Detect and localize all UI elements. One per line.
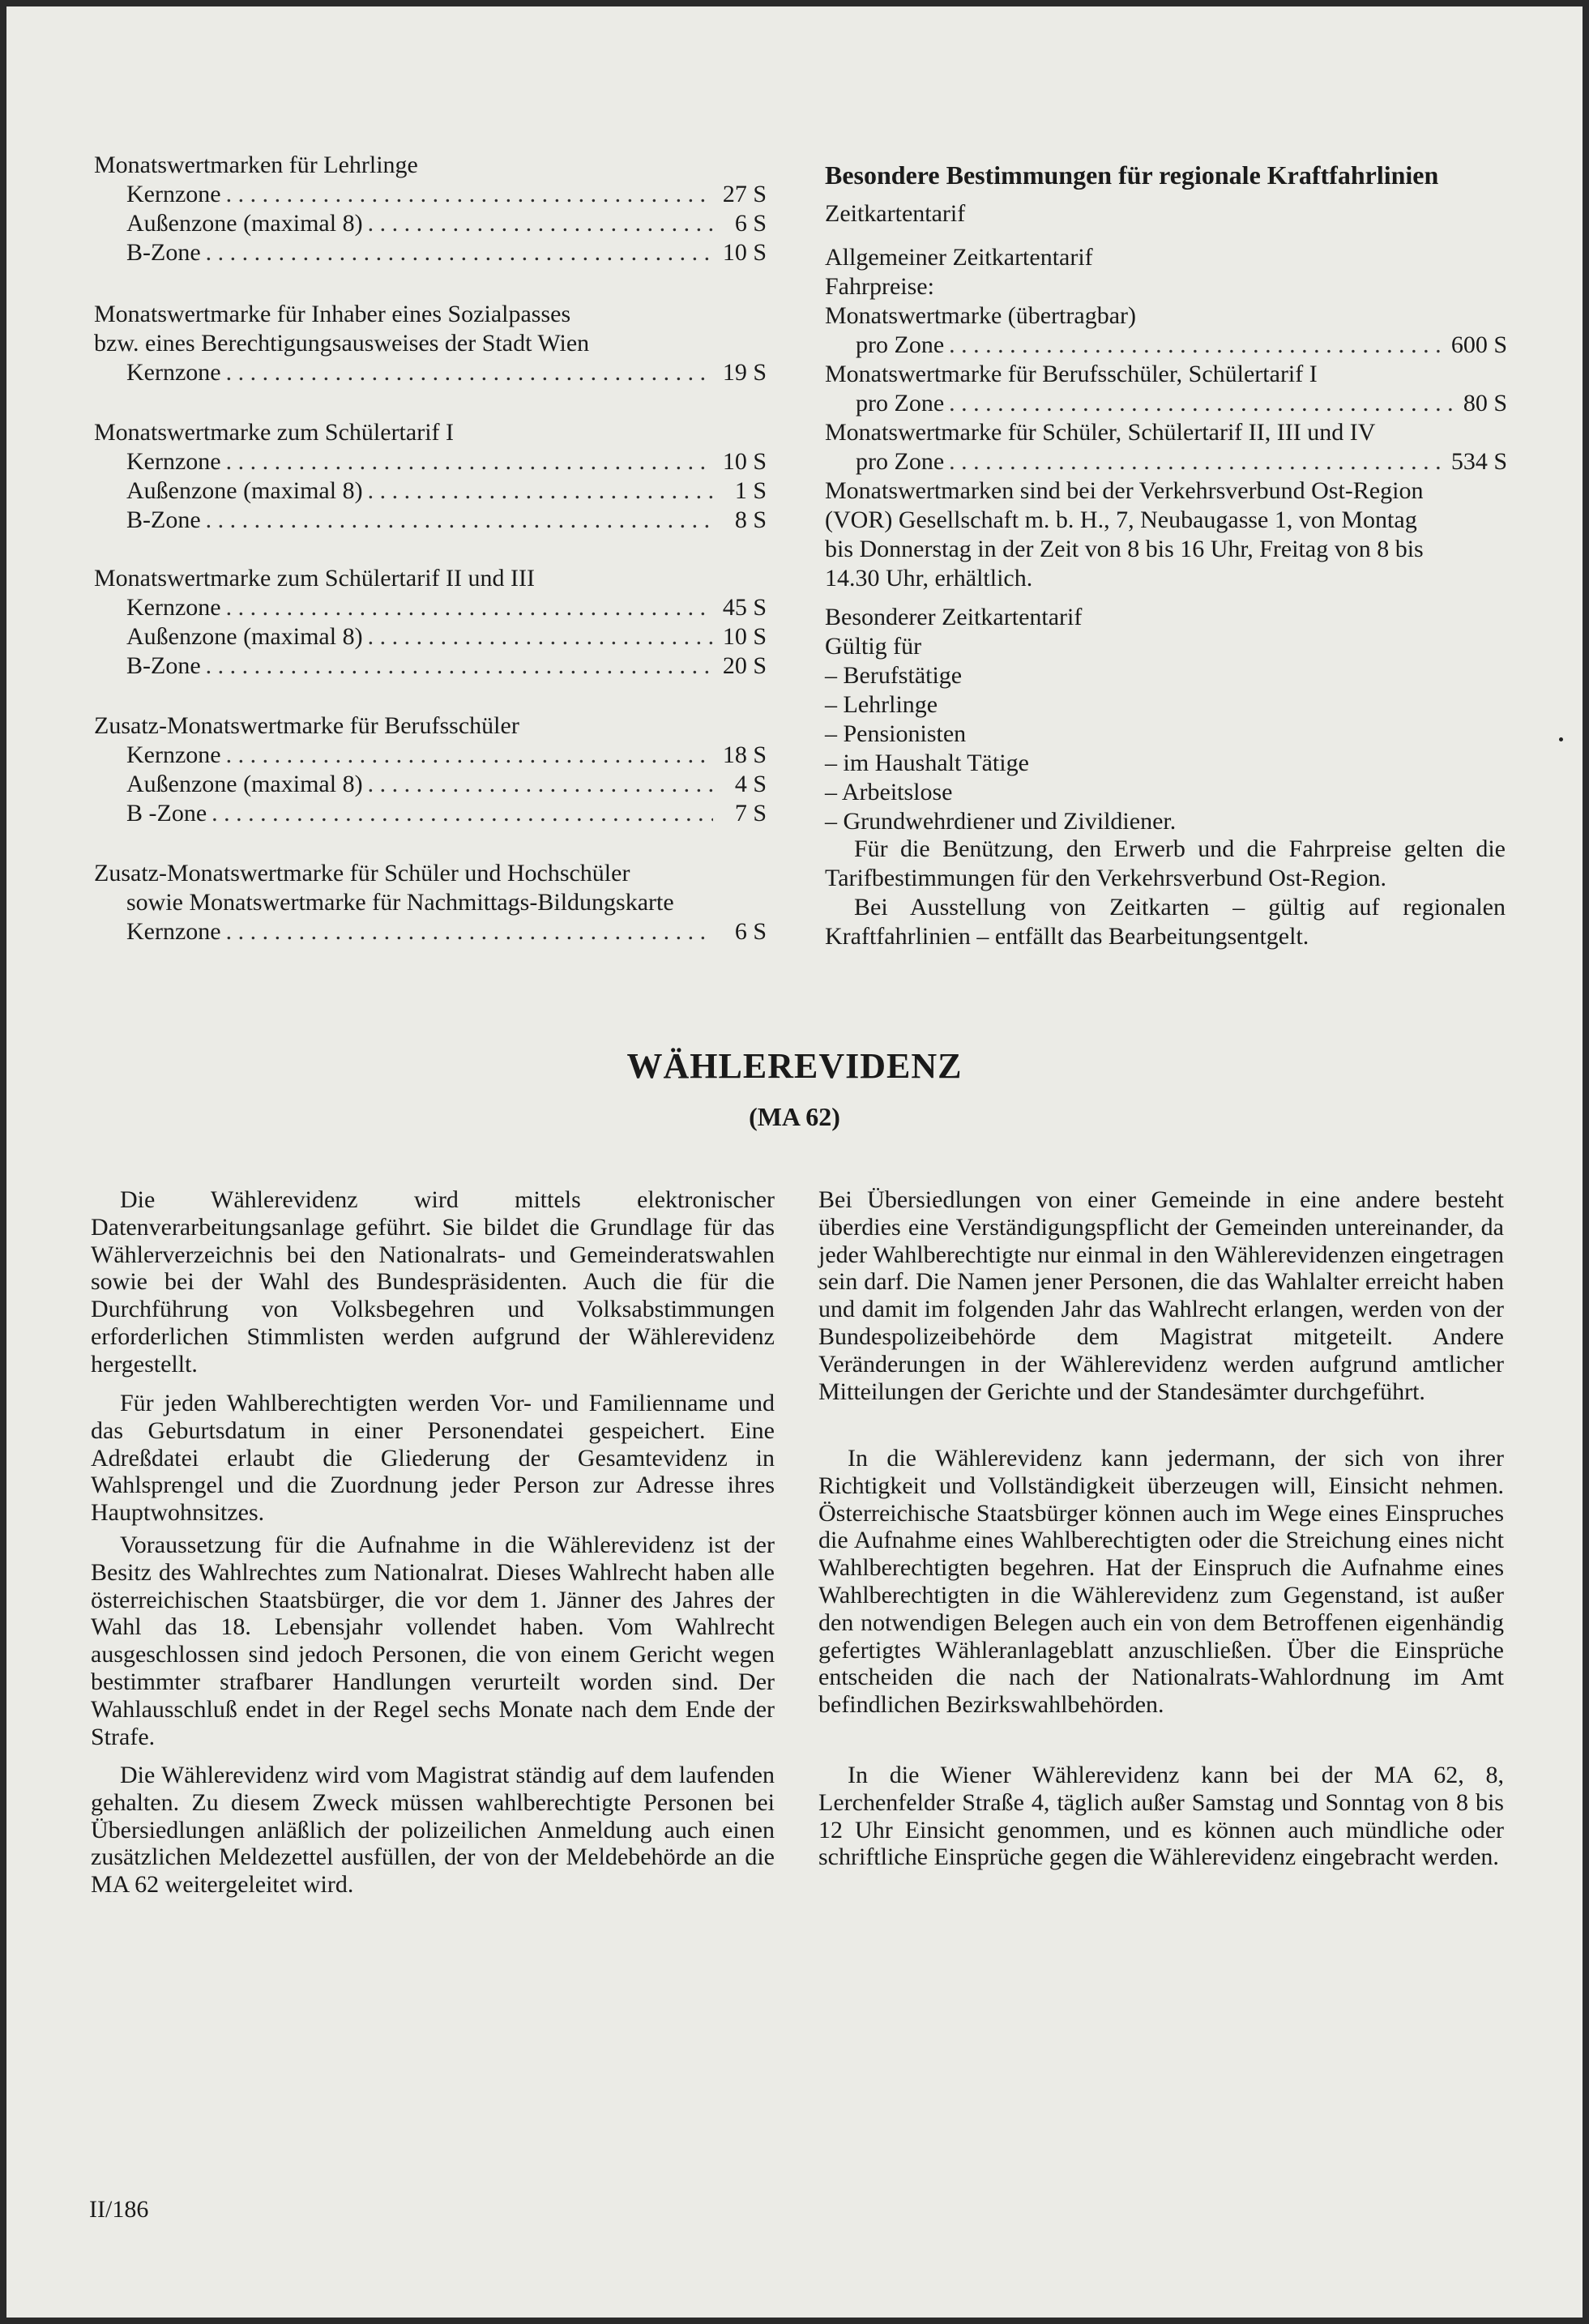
text-line: Monatswertmarke (übertragbar) — [825, 302, 1136, 329]
section-subheading: Zeitkartentarif — [825, 200, 966, 227]
tariff-title: Monatswertmarken für Lehrlinge — [94, 152, 418, 178]
text-line: Monatswertmarke für Berufsschüler, Schülertarif I — [825, 361, 1318, 387]
document-page — [6, 6, 1583, 2318]
tariff-row: Kernzone . . . 19 S — [126, 358, 767, 387]
tariff-title: Zusatz-Monatswertmarke für Berufsschüler — [94, 712, 519, 739]
tariff-title: Monatswertmarke für Inhaber eines Sozialpasses — [94, 301, 571, 327]
text-line: Gültig für — [825, 633, 922, 660]
tariff-row: B-Zone . . . 8 S — [126, 506, 767, 535]
tariff-row: Kernzone . . . 10 S — [126, 447, 767, 476]
text-line: Monatswertmarke für Schüler, Schülertarif II, III und IV — [825, 419, 1376, 446]
list-item: – Berufstätige — [825, 662, 963, 689]
section-subtitle: (MA 62) — [749, 1102, 840, 1131]
tariff-title: Monatswertmarke zum Schülertarif II und III — [94, 565, 535, 592]
body-paragraph: Voraussetzung für die Aufnahme in die Wählerevidenz ist der Besitz des Wahlrechtes zum Nationalrat. Dieses Wahlrecht haben alle österreichischen Staatsbürger, die vor dem 1. Jänner des Jahres der Wahl das 18. Lebensjahr vollendet haben. Vom Wahlrecht ausgeschlossen sind jedoch Personen, die von einem Gericht wegen bestimmter strafbarer Handlungen verurteilt worden sind. Der Wahlausschluß endet in der Regel sechs Monate nach dem Ende der Strafe. — [91, 1532, 775, 1750]
tariff-row: Kernzone . . . 27 S — [126, 180, 767, 209]
body-paragraph: Für jeden Wahlberechtigten werden Vor- und Familienname und das Geburtsdatum in einer Personendatei gespeichert. Eine Adreßdatei erlaubt die Gliederung der Gesamtevidenz in Wahlsprengel und die Zuordnung jeder Person zur Adresse ihres Hauptwohnsitzes. — [91, 1390, 775, 1527]
tariff-row: Außenzone (maximal 8) . . . 6 S — [126, 209, 767, 238]
text-line: 14.30 Uhr, erhältlich. — [825, 565, 1033, 592]
tariff-row: Außenzone (maximal 8) . . . 10 S — [126, 622, 767, 651]
tariff-title: Zusatz-Monatswertmarke für Schüler und Hochschüler — [94, 860, 630, 886]
body-paragraph: In die Wiener Wählerevidenz kann bei der MA 62, 8, Lerchenfelder Straße 4, täglich außer Samstag und Sonntag von 8 bis 12 Uhr Einsicht genommen, und es können auch mündliche oder schriftliche Einsprüche gegen die Wählerevidenz eingebracht werden. — [818, 1762, 1504, 1871]
tariff-row: Außenzone (maximal 8) . . . 1 S — [126, 476, 767, 506]
text-line: Besonderer Zeitkartentarif — [825, 604, 1083, 630]
tariff-row: B-Zone . . . 10 S — [126, 238, 767, 267]
tariff-row: Kernzone . . . 18 S — [126, 741, 767, 770]
tariff-row: pro Zone . . . 534 S — [856, 447, 1507, 476]
tariff-title: sowie Monatswertmarke für Nachmittags-Bildungskarte — [126, 889, 674, 916]
list-item: – Pensionisten — [825, 720, 967, 747]
tariff-row: Außenzone (maximal 8) . . . 4 S — [126, 770, 767, 799]
list-item: – im Haushalt Tätige — [825, 750, 1029, 776]
page-number: II/186 — [89, 2196, 149, 2223]
tariff-row: Kernzone . . . 45 S — [126, 593, 767, 622]
tariff-row: B-Zone . . . 20 S — [126, 651, 767, 681]
tariff-row: B -Zone . . . 7 S — [126, 799, 767, 828]
text-line: Fahrpreise: — [825, 273, 934, 300]
tariff-row: pro Zone . . . 600 S — [856, 331, 1507, 360]
body-paragraph: Die Wählerevidenz wird mittels elektronischer Datenverarbeitungsanlage geführt. Sie bildet die Grundlage für das Wählerverzeichnis bei den Nationalrats- und Gemeinderatswahlen sowie bei der Wahl des Bundespräsidenten. Auch die für die Durchführung von Volksbegehren und Volksabstimmungen erforderlichen Stimmlisten werden aufgrund der Wählerevidenz hergestellt. — [91, 1186, 775, 1378]
tariff-row: Kernzone . . . 6 S — [126, 917, 767, 946]
body-paragraph: Die Wählerevidenz wird vom Magistrat ständig auf dem laufenden gehalten. Zu diesem Zweck müssen wahlberechtigte Personen bei Übersiedlungen anläßlich der polizeilichen Anmeldung auch einen zusätzlichen Meldezettel ausfüllen, der von der Meldebehörde an die MA 62 weitergeleitet wird. — [91, 1762, 775, 1899]
body-paragraph: In die Wählerevidenz kann jedermann, der sich von ihrer Richtigkeit und Vollständigkeit überzeugen will, Einsicht nehmen. Österreichische Staatsbürger können auch im Wege eines Einspruches die Aufnahme eines Wahlberechtigten oder die Streichung eines nicht Wahlberechtigten begehren. Hat der Einspruch die Aufnahme eines Wahlberechtigten in die Wählerevidenz zum Gegenstand, ist außer den notwendigen Belegen auch ein von dem Betroffenen eigenhändig gefertigtes Wähleranlageblatt anzuschließen. Über die Einsprüche entscheiden die nach der Nationalrats-Wahlordnung im Amt befindlichen Bezirkswahlbehörden. — [818, 1445, 1504, 1719]
tariff-title: Monatswertmarke zum Schülertarif I — [94, 419, 455, 446]
scan-speck — [1559, 737, 1563, 741]
text-line: bis Donnerstag in der Zeit von 8 bis 16 Uhr, Freitag von 8 bis — [825, 536, 1424, 562]
closing-paragraph: Bei Ausstellung von Zeitkarten – gültig auf regionalen Kraftfahrlinien – entfällt das Bearbeitungsentgelt. — [825, 894, 1506, 950]
text-line: Monatswertmarken sind bei der Verkehrsverbund Ost-Region — [825, 477, 1424, 504]
section-heading: Besondere Bestimmungen für regionale Kraftfahrlinien — [825, 160, 1439, 190]
list-item: – Lehrlinge — [825, 691, 938, 718]
text-line: Allgemeiner Zeitkartentarif — [825, 244, 1093, 271]
tariff-title: bzw. eines Berechtigungsausweises der Stadt Wien — [94, 330, 590, 357]
section-title: WÄHLEREVIDENZ — [626, 1046, 963, 1086]
list-item: – Grundwehrdiener und Zivildiener. — [825, 808, 1177, 835]
list-item: – Arbeitslose — [825, 779, 953, 805]
tariff-row: pro Zone . . . 80 S — [856, 389, 1507, 418]
body-paragraph: Bei Übersiedlungen von einer Gemeinde in eine andere besteht überdies eine Verständigungspflicht der Gemeinden untereinander, da jeder Wahlberechtigte nur einmal in den Wählerevidenzen eingetragen sein darf. Die Namen jener Personen, die das Wahlalter erreicht haben und damit im folgenden Jahr das Wahlrecht erlangen, werden von der Bundespolizeibehörde dem Magistrat mitgeteilt. Andere Veränderungen in der Wählerevidenz werden aufgrund amtlicher Mitteilungen der Gerichte und der Standesämter durchgeführt. — [818, 1186, 1504, 1405]
text-line: (VOR) Gesellschaft m. b. H., 7, Neubaugasse 1, von Montag — [825, 506, 1417, 533]
closing-paragraph: Für die Benützung, den Erwerb und die Fahrpreise gelten die Tarifbestimmungen für den Verkehrsverbund Ost-Region. — [825, 835, 1506, 891]
